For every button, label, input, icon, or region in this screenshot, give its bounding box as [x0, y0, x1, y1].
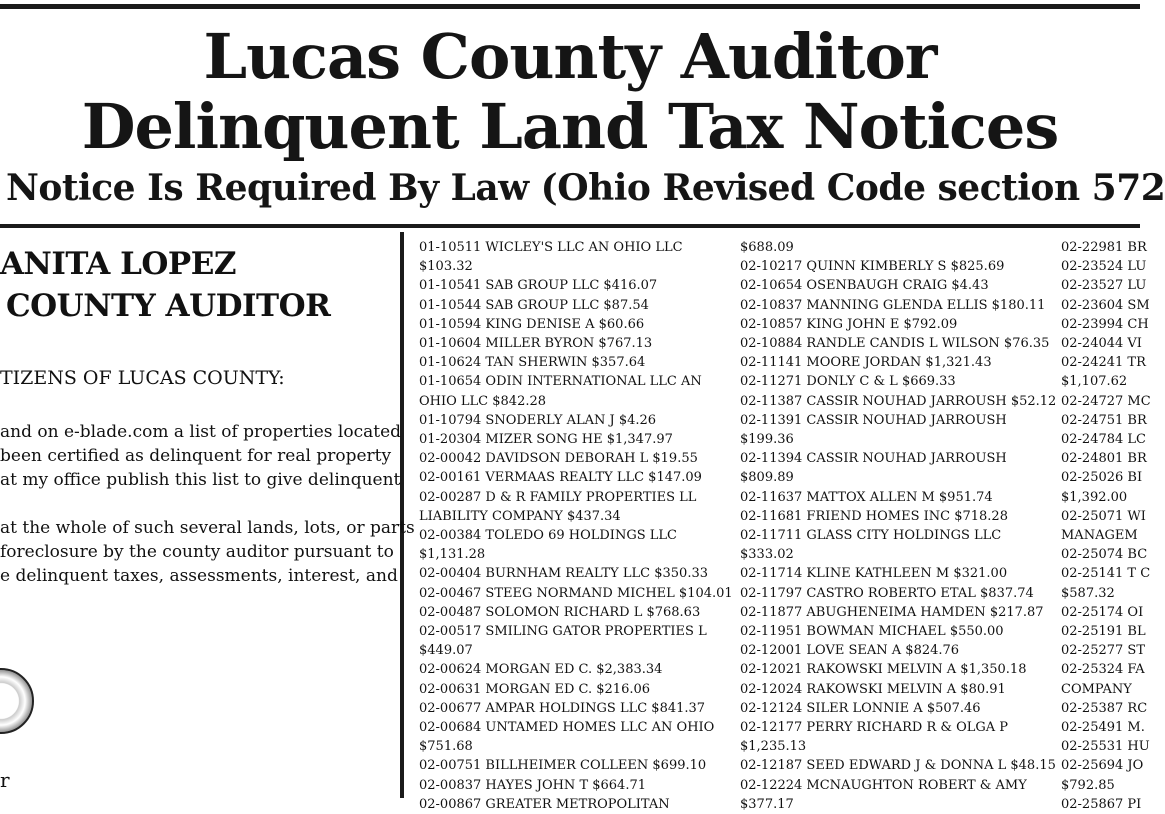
- page-title-line1: Lucas County Auditor: [203, 20, 937, 93]
- parcel-entry-continuation: $587.32: [1061, 585, 1115, 601]
- parcel-entry-continuation: $751.68: [419, 739, 473, 755]
- parcel-entry: 01-10624 TAN SHERWIN $357.64: [419, 355, 646, 371]
- delinquent-list-column-1: [419, 238, 733, 814]
- parcel-entry: 02-00517 SMILING GATOR PROPERTIES L: [419, 624, 707, 640]
- signature-fragment: r: [0, 768, 10, 792]
- parcel-entry: 02-12177 PERRY RICHARD R & OLGA P: [740, 720, 1009, 736]
- parcel-entry: 02-24751 BR: [1061, 412, 1147, 428]
- parcel-entry: 01-10544 SAB GROUP LLC $87.54: [419, 297, 649, 313]
- parcel-entry: 02-10884 RANDLE CANDIS L WILSON $76.35: [740, 336, 1050, 352]
- parcel-entry-continuation: $1,131.28: [419, 547, 486, 563]
- parcel-entry: 02-00677 AMPAR HOLDINGS LLC $841.37: [419, 700, 706, 716]
- parcel-entry: 02-23994 CH: [1061, 316, 1149, 332]
- parcel-entry: 02-00487 SOLOMON RICHARD L $768.63: [419, 604, 701, 620]
- parcel-entry: 02-12224 MCNAUGHTON ROBERT & AMY: [740, 777, 1027, 793]
- parcel-entry: 02-11877 ABUGHENEIMA HAMDEN $217.87: [740, 604, 1044, 620]
- parcel-entry: 02-10217 QUINN KIMBERLY S $825.69: [740, 259, 1005, 275]
- paragraph-line: e delinquent taxes, assessments, interest, and: [0, 566, 398, 586]
- parcel-entry: 02-11637 MATTOX ALLEN M $951.74: [740, 489, 993, 505]
- paragraph-line: and on e-blade.com a list of properties located: [0, 422, 402, 442]
- parcel-entry: 02-25694 JO: [1061, 758, 1144, 774]
- parcel-entry-continuation: $199.36: [740, 432, 794, 448]
- parcel-entry: 02-24241 TR: [1061, 355, 1146, 371]
- parcel-entry: 02-22981 BR: [1061, 240, 1147, 255]
- parcel-entry: 01-10594 KING DENISE A $60.66: [419, 316, 645, 332]
- page-subtitle: Notice Is Required By Law (Ohio Revised Code section 572: [6, 167, 1165, 209]
- parcel-entry: 02-00631 MORGAN ED C. $216.06: [419, 681, 651, 697]
- notice-paragraph-1: [0, 420, 401, 492]
- salutation: TIZENS OF LUCAS COUNTY:: [0, 367, 285, 389]
- parcel-entry-continuation: COMPANY: [1061, 681, 1132, 697]
- parcel-entry: 01-10794 SNODERLY ALAN J $4.26: [419, 412, 657, 428]
- parcel-entry: 02-10654 OSENBAUGH CRAIG $4.43: [740, 278, 989, 294]
- parcel-entry-continuation: OHIO LLC $842.28: [419, 393, 547, 409]
- parcel-entry: 02-24784 LC: [1061, 432, 1147, 448]
- parcel-entry: 02-00404 BURNHAM REALTY LLC $350.33: [419, 566, 708, 582]
- parcel-entry: 01-20304 MIZER SONG HE $1,347.97: [419, 432, 673, 448]
- parcel-entry: 02-00837 HAYES JOHN T $664.71: [419, 777, 647, 793]
- parcel-entry-continuation: $103.32: [419, 259, 473, 275]
- parcel-entry: 02-00161 VERMAAS REALTY LLC $147.09: [419, 470, 702, 486]
- parcel-entry: 01-10511 WICLEY'S LLC AN OHIO LLC: [419, 240, 683, 255]
- parcel-entry: 02-25324 FA: [1061, 662, 1145, 678]
- page-title-line2: Delinquent Land Tax Notices: [81, 90, 1059, 163]
- parcel-entry: 02-12024 RAKOWSKI MELVIN A $80.91: [740, 681, 1006, 697]
- parcel-entry: 02-11681 FRIEND HOMES INC $718.28: [740, 508, 1008, 524]
- parcel-entry: 02-00751 BILLHEIMER COLLEEN $699.10: [419, 758, 707, 774]
- parcel-entry: 02-00624 MORGAN ED C. $2,383.34: [419, 662, 663, 678]
- parcel-entry-continuation: $333.02: [740, 547, 794, 563]
- parcel-entry: 02-25071 WI: [1061, 508, 1146, 524]
- parcel-entry-continuation: MANAGEM: [1061, 528, 1138, 544]
- county-seal-icon: [0, 668, 34, 734]
- parcel-entry: 02-11387 CASSIR NOUHAD JARROUSH $52.12: [740, 393, 1057, 409]
- parcel-entry: 02-00384 TOLEDO 69 HOLDINGS LLC: [419, 528, 677, 544]
- parcel-entry: 02-25141 T C: [1061, 566, 1151, 582]
- parcel-entry-continuation: $792.85: [1061, 777, 1115, 793]
- delinquent-list-column-2: [740, 238, 1058, 814]
- parcel-entry: 02-25491 M.: [1061, 720, 1145, 736]
- parcel-entry: 02-12021 RAKOWSKI MELVIN A $1,350.18: [740, 662, 1027, 678]
- auditor-office: COUNTY AUDITOR: [6, 288, 331, 324]
- auditor-name: ANITA LOPEZ: [0, 246, 236, 282]
- parcel-entry: 02-10857 KING JOHN E $792.09: [740, 316, 958, 332]
- top-rule: [0, 4, 1140, 9]
- header-rule: [0, 224, 1140, 228]
- parcel-entry: 02-25191 BL: [1061, 624, 1146, 640]
- parcel-entry: 02-00287 D & R FAMILY PROPERTIES LL: [419, 489, 697, 505]
- parcel-entry: 02-25074 BC: [1061, 547, 1148, 563]
- parcel-entry: 02-25277 ST: [1061, 643, 1145, 659]
- parcel-entry: 02-00867 GREATER METROPOLITAN: [419, 796, 670, 812]
- parcel-entry-continuation: $449.07: [419, 643, 473, 659]
- parcel-entry: 02-11271 DONLY C & L $669.33: [740, 374, 956, 390]
- parcel-entry: 01-10654 ODIN INTERNATIONAL LLC AN: [419, 374, 702, 390]
- parcel-entry: 02-23524 LU: [1061, 259, 1147, 275]
- parcel-entry: 02-11391 CASSIR NOUHAD JARROUSH: [740, 412, 1007, 428]
- parcel-entry: 02-23527 LU: [1061, 278, 1147, 294]
- parcel-entry-continuation: $1,107.62: [1061, 374, 1128, 390]
- auditor-notice-column: [0, 232, 415, 798]
- parcel-entry: 02-00042 DAVIDSON DEBORAH L $19.55: [419, 451, 698, 467]
- parcel-entry: 02-24044 VI: [1061, 336, 1142, 352]
- parcel-entry: 02-00467 STEEG NORMAND MICHEL $104.01: [419, 585, 733, 601]
- parcel-entry-continuation: LIABILITY COMPANY $437.34: [419, 508, 621, 524]
- parcel-entry: 02-23604 SM: [1061, 297, 1150, 313]
- parcel-entry: 01-10604 MILLER BYRON $767.13: [419, 336, 653, 352]
- parcel-entry: 02-12124 SILER LONNIE A $507.46: [740, 700, 981, 716]
- parcel-entry: 02-10837 MANNING GLENDA ELLIS $180.11: [740, 297, 1046, 313]
- parcel-entry: 02-25174 OI: [1061, 604, 1144, 620]
- parcel-entry: 02-11394 CASSIR NOUHAD JARROUSH: [740, 451, 1007, 467]
- parcel-entry: 02-11951 BOWMAN MICHAEL $550.00: [740, 624, 1004, 640]
- paragraph-line: at the whole of such several lands, lots, or parts: [0, 518, 415, 538]
- parcel-entry: 02-11797 CASTRO ROBERTO ETAL $837.74: [740, 585, 1034, 601]
- parcel-entry: 02-11714 KLINE KATHLEEN M $321.00: [740, 566, 1008, 582]
- notice-paragraph-2: [0, 516, 415, 588]
- parcel-entry-continuation: $1,392.00: [1061, 489, 1128, 505]
- parcel-entry-continuation: $1,235.13: [740, 739, 807, 755]
- parcel-entry: 01-10541 SAB GROUP LLC $416.07: [419, 278, 658, 294]
- parcel-entry: 02-24801 BR: [1061, 451, 1147, 467]
- parcel-entry: 02-25387 RC: [1061, 700, 1148, 716]
- delinquent-list-column-3: [1061, 238, 1151, 814]
- parcel-entry: 02-00684 UNTAMED HOMES LLC AN OHIO: [419, 720, 715, 736]
- parcel-entry-continuation: $809.89: [740, 470, 794, 486]
- paragraph-line: at my office publish this list to give delinquent: [0, 470, 401, 490]
- parcel-entry-continuation: $377.17: [740, 796, 794, 812]
- parcel-entry: 02-25531 HU: [1061, 739, 1150, 755]
- parcel-entry: 02-25026 BI: [1061, 470, 1143, 486]
- parcel-entry: 02-11711 GLASS CITY HOLDINGS LLC: [740, 528, 1002, 544]
- parcel-entry: 02-11141 MOORE JORDAN $1,321.43: [740, 355, 992, 371]
- parcel-entry: 02-24727 MC: [1061, 393, 1151, 409]
- parcel-entry: 02-12001 LOVE SEAN A $824.76: [740, 643, 960, 659]
- parcel-entry: 02-12187 SEED EDWARD J & DONNA L $48.15: [740, 758, 1056, 774]
- paragraph-line: been certified as delinquent for real property: [0, 446, 392, 466]
- paragraph-line: foreclosure by the county auditor pursuant to: [0, 542, 394, 562]
- parcel-entry-continuation: $688.09: [740, 240, 794, 255]
- parcel-entry: 02-25867 PI: [1061, 796, 1142, 812]
